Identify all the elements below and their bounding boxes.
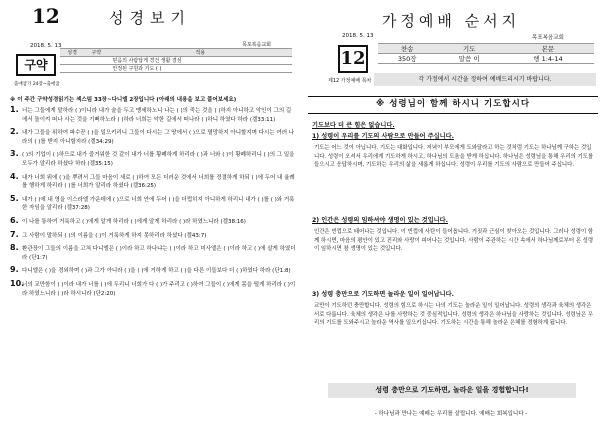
reading-table <box>60 48 292 73</box>
table-cell <box>60 57 84 65</box>
list-item <box>10 151 296 168</box>
table-cell: 말씀 이 <box>436 54 501 64</box>
section-body: 교만이 기도하던 충만합니다. 성령의 힘으로 하시는 나의 기도는 놀라운 일이 일어납니다. 성령의 생각과 육체의 생각은 서로 다릅니다. 육체의 생각은 나를 사랑하는 것 중심적입니다. 성령의 생각은 하나님을 사랑하는 것입니다. 성령님은 우리의 기도를 도와주시고 놀라운 역사를 일으키십니다. 기도하는 시간을 통해 놀라운 은혜를 경험하게 됩니다. <box>314 303 594 327</box>
worship-order-table <box>378 43 594 64</box>
sermon-section <box>312 215 596 254</box>
family-worship-panel <box>304 3 598 423</box>
table-row <box>60 65 292 73</box>
list-item <box>10 193 296 213</box>
table-header: 적용 <box>109 49 293 57</box>
announcement-bar: 각 가정에서 시간을 정하여 예배드리시기 바랍니다. <box>374 73 596 86</box>
table-cell <box>84 65 108 73</box>
table-row <box>378 54 594 64</box>
list-item <box>10 278 296 298</box>
intro-text: 기도보다 더 큰 힘은 없습니다. <box>312 122 395 129</box>
old-testament-label: 구약 <box>16 54 56 76</box>
table-cell <box>60 65 84 73</box>
question-number: 2. <box>10 127 19 137</box>
issue-number: 12 <box>32 4 60 28</box>
question-number: 3. <box>10 149 19 159</box>
question-number: 5. <box>10 193 19 203</box>
list-item <box>10 229 296 241</box>
church-name: 목포복음교회 <box>532 35 564 41</box>
list-item <box>10 129 296 146</box>
question-number: 1. <box>10 105 19 114</box>
list-item <box>10 171 296 191</box>
question-number: 10. <box>10 278 25 288</box>
table-row <box>60 57 292 65</box>
issue-subtitle: 제12 가정예배 목차 <box>328 78 372 84</box>
question-number: 6. <box>10 215 19 225</box>
table-header: 성경 <box>60 49 84 57</box>
table-cell: 행 1:4-14 <box>502 54 594 64</box>
section-title: 2) 인간은 성령의 임하셔야 생명이 있는 것입니다. <box>312 217 448 224</box>
question-number: 4. <box>10 171 19 181</box>
section-body: 인간은 빈껍으로 태어나는 것입니다. 이 빈껍에 사탄이 들어옵니다. 거짓과 근심이 찾아오는 것입니다. 그러나 성령이 함께 하시면, 마음의 평안이 있고 진리와 사랑이 피어나는 것입니다. 사람이 주관하는 시간 속에서 하나님께로부터 온 성령이 임하시면 참 생명이 있는 것입니다. <box>314 229 594 253</box>
table-cell: 350장 <box>378 54 436 64</box>
sermon-section <box>312 289 596 328</box>
section-title: 3) 성령 충만으로 기도하면 놀라운 일이 일어납니다. <box>312 291 454 298</box>
list-item <box>10 245 296 262</box>
question-text: 환관장이 그들의 이름을 고쳐 다니엘은 ( )이라 하고 하나냐는 ( )이라 하고 미사엘은 ( )이라 하고 ( )에 살게 하였더라 (단1:7) <box>22 246 296 261</box>
table-header: 본문 <box>502 44 594 54</box>
sermon-section <box>312 131 596 170</box>
footer-text: - 하나님과 만나는 예배는 우리를 살립니다. 예배는 회복입니다 - <box>374 411 528 417</box>
question-text: 이 나를 통하여 거룩하고 ( )에게 알게 하리라 ( )에게 알게 하리라 ( )라 하였느니라 (겔38:16) <box>22 218 246 225</box>
date: 2018. 5. 13 <box>30 43 62 49</box>
question-list <box>10 107 296 303</box>
question-text: 다니엘은 ( )을 경외하며 ( )과 그가 아니라 ( )을 ( )에 거하게 하고 ( )을 다른 이들보다 더 ( )하였다 하라 (단1:8) <box>22 268 291 275</box>
table-header: 찬송 <box>378 44 436 54</box>
table-cell: 믿음의 사람답게 경건 생활 결심 <box>109 57 293 65</box>
question-number: 8. <box>10 243 19 253</box>
section-title: 1) 성령이 우리를 기도의 사람으로 만들어 주십니다. <box>312 133 454 140</box>
question-text: ( )의 기업이 ( )하므로 내가 즐거워한 것 같이 내가 너를 황폐하게 하리라 ( )과 너와 ( )이 황폐하리니 ( )의 그 일을 모두가 알리라 하셨다 하라 (겔35:15) <box>22 152 295 167</box>
church-name: 목포복음교회 <box>242 42 271 48</box>
question-text: 내가 그들을 위하여 파수꾼 ( )을 일으키리니 그들이 다시는 그 땅에서 ( )으로 멸망하지 아니할지며 다시는 여러 나라의 ( )를 받지 아니할지라 (겔34:29) <box>22 130 295 145</box>
question-text: 그 사람이 말하되 ( )의 이름을 ( )이 거룩하게 하지 못하리라 하셨다 (겔43:7) <box>22 232 207 239</box>
question-number: 7. <box>10 229 19 239</box>
section-body: 기도는 어느 것이 아닙니다. 기도는 대화입니다. 저녁이 부모에게 도와달라고 하는 것처럼 기도는 하나님께 구하는 것입니다. 성령이 오셔서 우리에게 기도하게 하시고, 하나님의 도움을 받게 하십니다. 하나님은 성령님을 통해 우리의 기도를 들으시고 응답하시며, 기도하는 우리의 삶을 새롭게 하십니다. 성령이 우리를 기도의 사람으로 만들어 주십니다. <box>314 145 594 169</box>
question-text: 내가 ( )에 내 영을 이스라엘 가운데에 ( )으로 너희 안에 두어 ( )을 더럽히지 아니하게 하리니 내가 ( )를 ( )와 거룩한 자임을 알리라 (겔37:28) <box>22 196 295 212</box>
table-cell: 안정된 구원과 기도 ( ) <box>109 65 293 73</box>
question-text: 너는 그들에게 말하라 ( )이니라 내가 술을 두고 맹세하노니 나는 ( )의 죽는 것을 ( )하지 아니하고 악인이 그의 길에서 돌이켜 떠나 사는 것을 기뻐하노라 ( )하라 너희는 악한 길에서 떠나라 ( )하니 하였다 하라 (겔33:11) <box>22 108 292 123</box>
question-text: 너의 교만함이 ( )이라 내가 너를 ( )에 두리니 너희가 다 ( )가 주리고 ( )하여 그들이 ( )에게 몸을 떨게 하리라 ( )이라 하였느니라 ( )라 하시니라 (단2:20) <box>22 281 296 297</box>
date: 2018. 5. 13 <box>342 33 374 39</box>
list-item <box>10 267 296 276</box>
bible-reading-panel <box>2 3 298 423</box>
sermon-heading: ※ 성령님이 함께 하시니 기도합시다 <box>308 96 598 114</box>
table-cell <box>84 57 108 65</box>
issue-number: 12 <box>338 45 368 73</box>
page-title: 성경보기 <box>109 9 191 27</box>
question-text: 내가 너희 위에 ( )을 뿌려서 그들 마음이 새로 ( )하여 모든 더러운 것에서 너희를 정결하게 하되 ( )에 두어 내 율례를 행하게 하리라 ( )를 너희가 알리라 하셨다 (겔36:25) <box>22 174 295 190</box>
instruction: ※ 이 주간 구약성경읽기는 섹스텀 33장~다니엘 2장입니다 (아래의 내용을 보고 풀어보세요) <box>10 97 237 103</box>
prayer-bar: 성령 충만으로 기도하면, 놀라운 일을 경험합니다! <box>328 383 576 398</box>
page-title: 가정예배 순서지 <box>381 12 521 30</box>
list-item <box>10 107 296 124</box>
table-header: 구약 <box>84 49 108 57</box>
label-subtitle: 출애굽기 24장~출애굽 <box>14 82 60 87</box>
list-item <box>10 215 296 227</box>
question-number: 9. <box>10 265 19 275</box>
table-header: 기도 <box>436 44 501 54</box>
